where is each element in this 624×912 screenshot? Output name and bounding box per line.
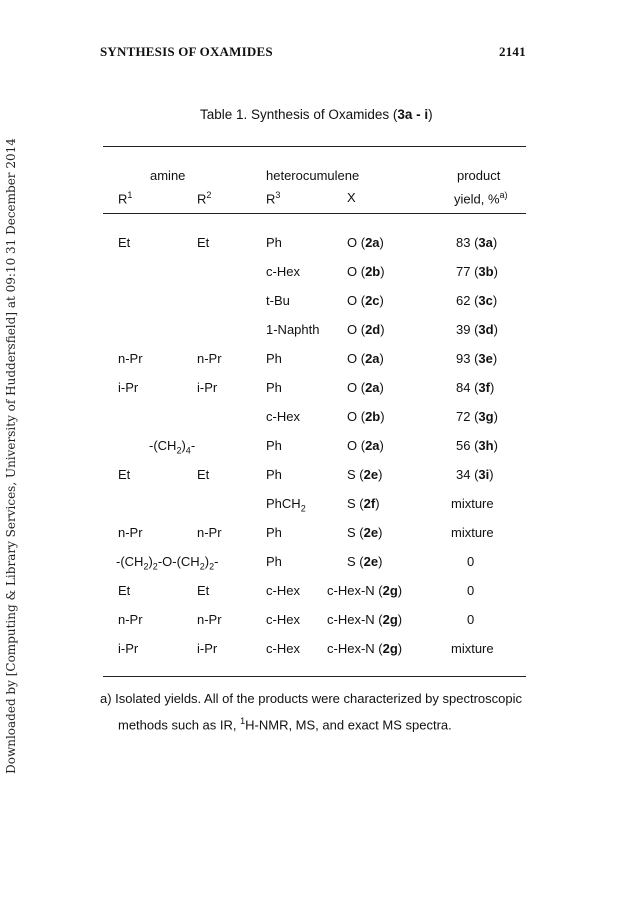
col-header-r2: $R^2$ — [197, 190, 212, 207]
cell-r1: $-(CH_2)_4-$ — [149, 438, 196, 456]
cell-x: O (2a) — [347, 235, 384, 250]
cell-product: 93 (3e) — [456, 351, 498, 366]
cell-product: 34 (3i) — [456, 467, 494, 482]
cell-x: O (2d) — [347, 322, 385, 337]
footnote-line-1: a) Isolated yields. All of the products were characterized by spectroscopic — [100, 691, 522, 706]
cell-r3: t-Bu — [266, 293, 290, 308]
cell-r3: c-Hex — [266, 264, 300, 279]
col-header-yield: yield, %$^{a)}$ — [454, 190, 508, 207]
cell-product: 72 (3g) — [456, 409, 498, 424]
col-header-r1: $R^1$ — [118, 190, 133, 207]
table-top-rule — [103, 146, 526, 147]
cell-r2: n-Pr — [197, 612, 222, 627]
table-caption — [200, 107, 433, 122]
amine-group-header: amine — [150, 168, 186, 183]
caption-suffix: ) — [428, 107, 433, 122]
cell-r3: Ph — [266, 380, 282, 395]
cell-product: 0 — [467, 612, 475, 627]
cell-r2: Et — [197, 467, 210, 482]
cell-r2: Et — [197, 583, 210, 598]
cell-x: S (2e) — [347, 467, 383, 482]
cell-r2: i-Pr — [197, 641, 218, 656]
cell-x: S (2e) — [347, 554, 383, 569]
cell-product: 77 (3b) — [456, 264, 498, 279]
cell-r1: $-(CH_2)_2-O-(CH_2)_2-$ — [116, 554, 219, 572]
cell-x: O (2a) — [347, 438, 384, 453]
cell-r3: Ph — [266, 235, 282, 250]
cell-x: c-Hex-N (2g) — [327, 612, 403, 627]
caption-prefix: Table 1. Synthesis of Oxamides ( — [200, 107, 398, 122]
col-header-r3: $R^3$ — [266, 190, 281, 207]
cell-r3: Ph — [266, 467, 282, 482]
cell-x: c-Hex-N (2g) — [327, 641, 403, 656]
col-header-x: X — [347, 190, 356, 205]
caption-compounds: 3a - i — [397, 107, 429, 122]
cell-product: 62 (3c) — [456, 293, 498, 308]
cell-x: S (2e) — [347, 525, 383, 540]
cell-r3: Ph — [266, 525, 282, 540]
cell-r2: n-Pr — [197, 351, 222, 366]
cell-r3: c-Hex — [266, 409, 300, 424]
cell-r2: n-Pr — [197, 525, 222, 540]
cell-r3: c-Hex — [266, 641, 300, 656]
cell-x: O (2b) — [347, 409, 385, 424]
cell-r2: i-Pr — [197, 380, 218, 395]
table-bottom-rule — [103, 676, 526, 677]
cell-r1: Et — [118, 467, 131, 482]
cell-r3: c-Hex — [266, 612, 300, 627]
cell-r1: Et — [118, 583, 131, 598]
cell-product: 0 — [467, 554, 475, 569]
cell-product: 83 (3a) — [456, 235, 498, 250]
cell-r1: n-Pr — [118, 612, 143, 627]
cell-r2: Et — [197, 235, 210, 250]
cell-product: mixture — [451, 525, 494, 540]
cell-product: mixture — [451, 641, 494, 656]
cell-product: 0 — [467, 583, 475, 598]
cell-r1: i-Pr — [118, 380, 139, 395]
cell-r1: n-Pr — [118, 525, 143, 540]
cell-x: c-Hex-N (2g) — [327, 583, 403, 598]
cell-r1: Et — [118, 235, 131, 250]
cell-r3: Ph — [266, 438, 282, 453]
running-head: SYNTHESIS OF OXAMIDES — [100, 44, 273, 59]
cell-x: O (2a) — [347, 380, 384, 395]
cell-x: S (2f) — [347, 496, 380, 511]
cell-product: 84 (3f) — [456, 380, 495, 395]
cell-x: O (2c) — [347, 293, 384, 308]
cell-x: O (2b) — [347, 264, 385, 279]
cell-x: O (2a) — [347, 351, 384, 366]
cell-product: mixture — [451, 496, 494, 511]
footnote-line-2: methods such as IR, $^1$H-NMR, MS, and exact MS spectra. — [118, 716, 452, 733]
cell-product: 39 (3d) — [456, 322, 498, 337]
download-watermark — [0, 0, 22, 912]
cell-r3: PhCH$_2$ — [266, 496, 306, 514]
heterocumulene-group-header: heterocumulene — [266, 168, 360, 183]
cell-r3: c-Hex — [266, 583, 300, 598]
table-header-rule — [103, 213, 526, 214]
product-group-header: product — [457, 168, 501, 183]
cell-r3: 1-Naphth — [266, 322, 320, 337]
cell-r3: Ph — [266, 351, 282, 366]
page-number: 2141 — [499, 44, 526, 59]
cell-product: 56 (3h) — [456, 438, 498, 453]
cell-r1: i-Pr — [118, 641, 139, 656]
cell-r3: Ph — [266, 554, 282, 569]
cell-r1: n-Pr — [118, 351, 143, 366]
download-notice: Downloaded by [Computing & Library Services, University of Huddersfield] at 09:10 31 December 2014 — [4, 138, 18, 774]
